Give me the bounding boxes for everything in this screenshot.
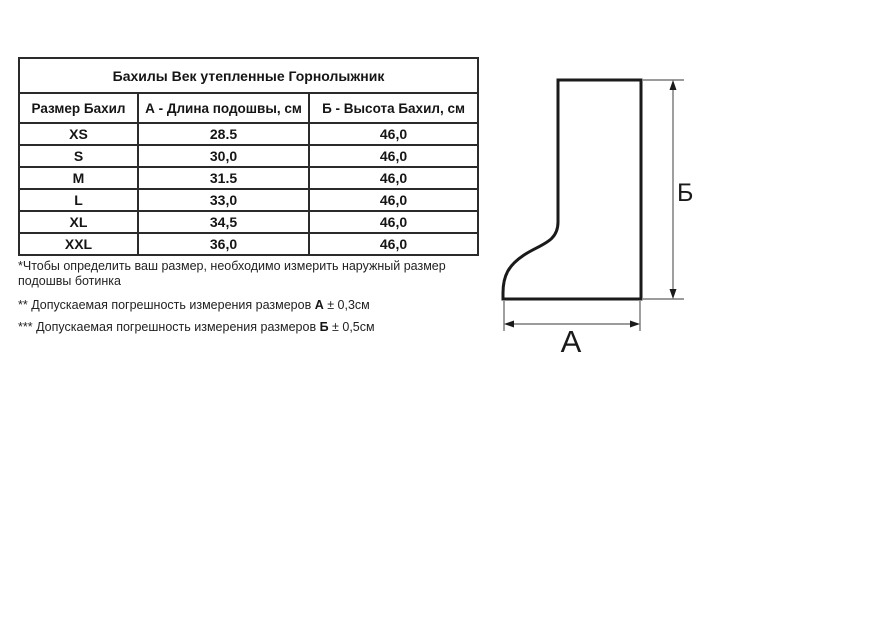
note-marker: *** [18, 320, 37, 334]
table-title-row [19, 58, 478, 93]
note-dim-letter: А [314, 298, 324, 312]
boot-diagram [480, 55, 710, 365]
cell-height: 46,0 [309, 145, 478, 167]
cell-sole-length: 34,5 [138, 211, 309, 233]
arrow-right-icon [630, 321, 640, 328]
table-row [19, 233, 478, 255]
cell-size: L [19, 189, 138, 211]
note-text: Допускаемая погрешность измерения размеров [31, 298, 315, 312]
cell-height: 46,0 [309, 189, 478, 211]
table-row [19, 123, 478, 145]
cell-height: 46,0 [309, 233, 478, 255]
table-row [19, 211, 478, 233]
size-table [18, 57, 479, 256]
cell-height: 46,0 [309, 167, 478, 189]
width-dimension-label: А [560, 324, 582, 359]
note-tolerance-b [18, 320, 448, 335]
table-row [19, 145, 478, 167]
note-marker: ** [18, 298, 32, 312]
note-text: Допускаемая погрешность измерения размеров [36, 320, 320, 334]
note-tolerance-a [18, 298, 448, 313]
table-row [19, 167, 478, 189]
cell-sole-length: 31.5 [138, 167, 309, 189]
cell-height: 46,0 [309, 123, 478, 145]
cell-size: XXL [19, 233, 138, 255]
note-tail: ± 0,5см [328, 320, 375, 334]
cell-sole-length: 30,0 [138, 145, 309, 167]
arrow-up-icon [670, 80, 677, 90]
arrow-left-icon [504, 321, 514, 328]
arrow-down-icon [670, 289, 677, 299]
cell-sole-length: 28.5 [138, 123, 309, 145]
cell-size: XS [19, 123, 138, 145]
note-dim-letter: Б [319, 320, 329, 334]
cell-size: S [19, 145, 138, 167]
cell-height: 46,0 [309, 211, 478, 233]
note-sizing-instruction [18, 259, 448, 289]
boot-outline [503, 80, 641, 299]
note-text: Чтобы определить ваш размер, необходимо измерить наружный размер подошвы ботинка [18, 259, 446, 288]
column-header-height: Б - Высота Бахил, см [309, 93, 478, 123]
cell-sole-length: 33,0 [138, 189, 309, 211]
height-dimension-label: Б [677, 179, 694, 207]
note-marker: * [18, 259, 23, 273]
column-header-sole-length: А - Длина подошвы, см [138, 93, 309, 123]
note-tail: ± 0,3см [323, 298, 370, 312]
table-row [19, 189, 478, 211]
cell-size: XL [19, 211, 138, 233]
column-header-size: Размер Бахил [19, 93, 138, 123]
cell-sole-length: 36,0 [138, 233, 309, 255]
table-title: Бахилы Век утепленные Горнолыжник [19, 58, 478, 93]
table-header-row [19, 93, 478, 123]
cell-size: M [19, 167, 138, 189]
